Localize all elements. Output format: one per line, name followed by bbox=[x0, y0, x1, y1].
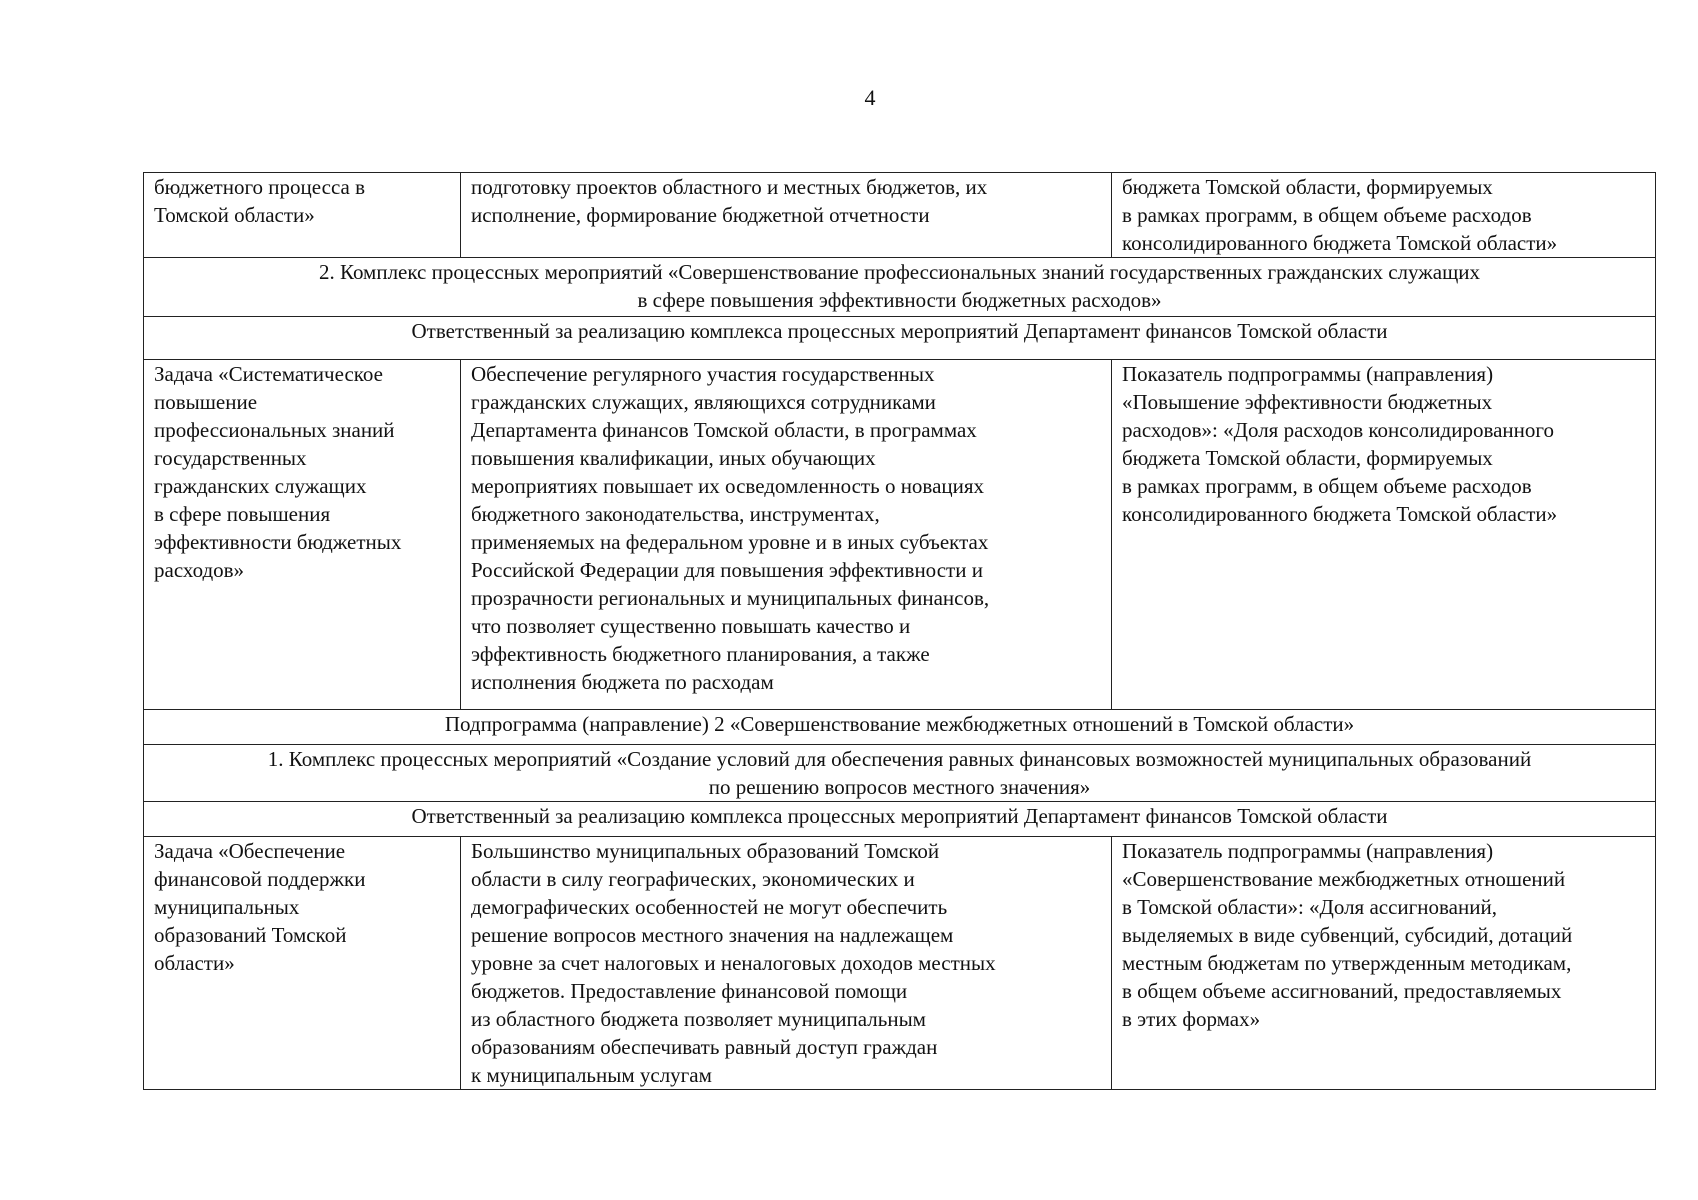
table-row bbox=[144, 360, 1656, 710]
task-cell: Задача «Систематическое повышение профессиональных знаний государственных гражданских служащих в сфере повышения эффективности бюджетных расходов» bbox=[144, 360, 461, 710]
page-number: 4 bbox=[864, 85, 876, 110]
table-row bbox=[144, 317, 1656, 360]
indicator-cell: Показатель подпрограммы (направления) «Повышение эффективности бюджетных расходов»: «Доля расходов консолидированного бюджета Томской области, формируемых в рамках программ, в общем объеме расходов консолидированного бюджета Томской области» bbox=[1112, 360, 1656, 710]
indicator-cell: Показатель подпрограммы (направления) «Совершенствование межбюджетных отношений в Томской области»: «Доля ассигнований, выделяемых в виде субвенций, субсидий, дотаций местным бюджетам по утвержденным методикам, в общем объеме ассигнований, предоставляемых в этих формах» bbox=[1112, 837, 1656, 1090]
table-row bbox=[144, 173, 1656, 258]
process-complex-heading: 2. Комплекс процессных мероприятий «Совершенствование профессиональных знаний государственных гражданских служащих в сфере повышения эффективности бюджетных расходов» bbox=[144, 258, 1656, 317]
program-table bbox=[143, 172, 1656, 1090]
subprogram-heading: Подпрограмма (направление) 2 «Совершенствование межбюджетных отношений в Томской области» bbox=[144, 710, 1656, 745]
description-cell: Обеспечение регулярного участия государственных гражданских служащих, являющихся сотрудниками Департамента финансов Томской области, в программах повышения квалификации, иных обучающих мероприятиях повышает их осведомленность о новациях бюджетного законодательства, инструментах, применяемых на федеральном уровне и в иных субъектах Российской Федерации для повышения эффективности и прозрачности региональных и муниципальных финансов, что позволяет существенно повышать качество и эффективность бюджетного планирования, а также исполнения бюджета по расходам bbox=[461, 360, 1112, 710]
description-cell: Большинство муниципальных образований Томской области в силу географических, экономических и демографических особенностей не могут обеспечить решение вопросов местного значения на надлежащем уровне за счет налоговых и неналоговых доходов местных бюджетов. Предоставление финансовой помощи из областного бюджета позволяет муниципальным образованиям обеспечивать равный доступ граждан к муниципальным услугам bbox=[461, 837, 1112, 1090]
responsible-row: Ответственный за реализацию комплекса процессных мероприятий Департамент финансов Томской области bbox=[144, 317, 1656, 360]
table-row bbox=[144, 837, 1656, 1090]
table-row bbox=[144, 258, 1656, 317]
responsible-row: Ответственный за реализацию комплекса процессных мероприятий Департамент финансов Томской области bbox=[144, 802, 1656, 837]
task-cell: Задача «Обеспечение финансовой поддержки муниципальных образований Томской области» bbox=[144, 837, 461, 1090]
table-row bbox=[144, 745, 1656, 802]
process-complex-heading: 1. Комплекс процессных мероприятий «Создание условий для обеспечения равных финансовых возможностей муниципальных образований по решению вопросов местного значения» bbox=[144, 745, 1656, 802]
task-cell: бюджетного процесса в Томской области» bbox=[144, 173, 461, 258]
description-cell: подготовку проектов областного и местных бюджетов, их исполнение, формирование бюджетной отчетности bbox=[461, 173, 1112, 258]
table-row bbox=[144, 710, 1656, 745]
indicator-cell: бюджета Томской области, формируемых в рамках программ, в общем объеме расходов консолидированного бюджета Томской области» bbox=[1112, 173, 1656, 258]
table-row bbox=[144, 802, 1656, 837]
